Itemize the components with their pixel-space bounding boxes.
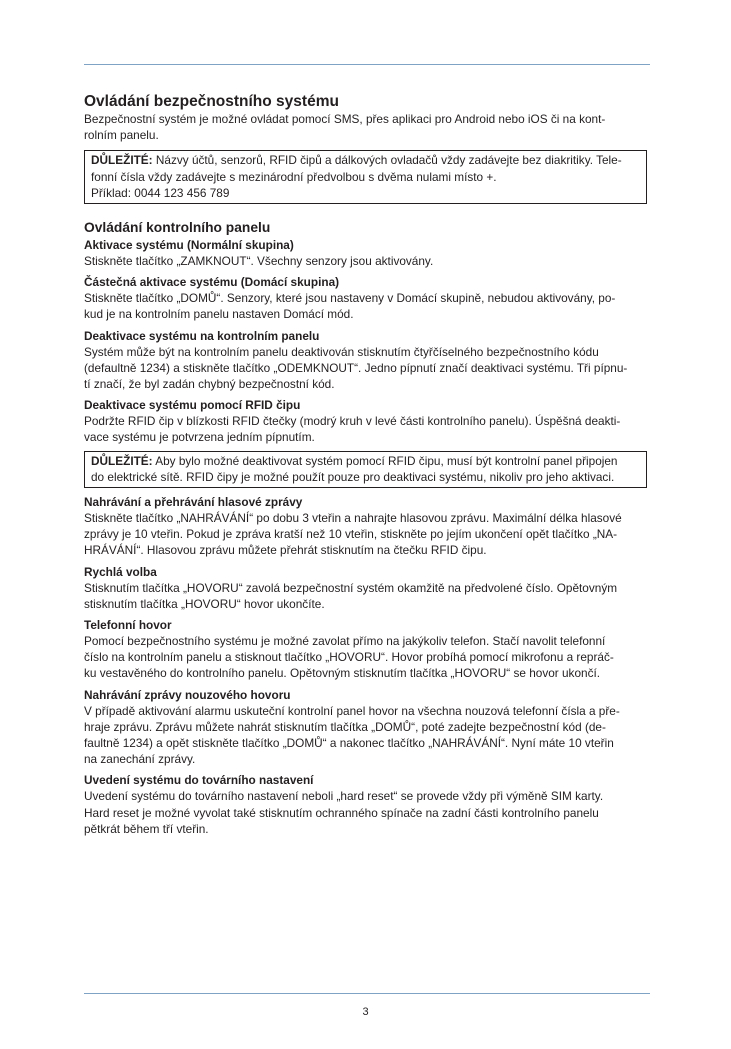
paragraph-line: na zanechání zprávy.	[84, 752, 196, 767]
topic-paragraph	[84, 510, 647, 559]
paragraph-line: stisknutím tlačítka „HOVORU“ hovor ukončíte.	[84, 596, 325, 611]
important-label: DŮLEŽITÉ:	[91, 453, 153, 468]
topic-paragraph	[84, 580, 647, 612]
topic-heading: Uvedení systému do továrního nastavení	[84, 773, 314, 788]
paragraph-line: Stiskněte tlačítko „ZAMKNOUT“. Všechny senzory jsou aktivovány.	[84, 254, 434, 269]
topic-paragraph	[84, 788, 647, 837]
paragraph-line: Podržte RFID čip v blízkosti RFID čtečky (modrý kruh v levé části kontrolního panelu). Úspěšná deakti-	[84, 414, 621, 429]
topic-paragraph	[84, 633, 647, 682]
paragraph-line: Uvedení systému do továrního nastavení neboli „hard reset“ se provede vždy při výměně SIM karty.	[84, 789, 604, 804]
topic-paragraph	[84, 344, 647, 393]
topic-heading: Nahrávání zprávy nouzového hovoru	[84, 687, 291, 702]
paragraph-line: (defaultně 1234) a stiskněte tlačítko „ODEMKNOUT“. Jedno pípnutí značí deaktivaci systému. Tři pípnu-	[84, 360, 628, 375]
topic-paragraph	[84, 290, 647, 322]
important-note-box	[84, 150, 647, 204]
paragraph-line: hraje zprávu. Zprávu můžete nahrát stisknutím tlačítka „DOMŮ“, poté zadejte bezpečnostní kód (de-	[84, 719, 606, 734]
paragraph-line: HRÁVÁNÍ“. Hlasovou zprávu můžete přehrát stisknutím na čtečku RFID čipu.	[84, 543, 487, 558]
paragraph-line: Pomocí bezpečnostního systému je možné zavolat přímo na jakýkoliv telefon. Stačí navolit telefonní	[84, 634, 606, 649]
paragraph-line: Stisknutím tlačítka „HOVORU“ zavolá bezpečnostní systém okamžitě na předvolené číslo. Opětovným	[84, 580, 618, 595]
section-title: Ovládání bezpečnostního systému	[84, 93, 339, 110]
header-rule	[84, 64, 650, 65]
note-text: fonní čísla vždy zadávejte s mezinárodní předvolbou s dvěma nulami místo +.	[91, 169, 497, 184]
paragraph-line: zprávy je 10 vteřin. Pokud je zpráva kratší než 10 vteřin, stiskněte po jejím ukončení opět tlačítko „NA-	[84, 527, 618, 542]
note-text: Aby bylo možné deaktivovat systém pomocí RFID čipu, musí být kontrolní panel připojen	[152, 453, 618, 468]
note-text: Názvy účtů, senzorů, RFID čipů a dálkových ovladačů vždy zadávejte bez diakritiky. Tele-	[152, 153, 622, 168]
note-text: Příklad: 0044 123 456 789	[91, 185, 230, 200]
paragraph-line: Systém může být na kontrolním panelu deaktivován stisknutím čtyřčíselného bezpečnostního kódu	[84, 344, 599, 359]
paragraph-line: Hard reset je možné vyvolat také stisknutím ochranného spínače na zadní části kontrolního panelu	[84, 805, 599, 820]
paragraph-line: pětkrát během tří vteřin.	[84, 821, 209, 836]
page-content	[84, 92, 647, 837]
intro-line: rolním panelu.	[84, 128, 159, 143]
topic-heading: Telefonní hovor	[84, 618, 172, 633]
topic-heading: Částečná aktivace systému (Domácí skupina)	[84, 275, 340, 290]
topic-paragraph	[84, 703, 647, 768]
subsection-title: Ovládání kontrolního panelu	[84, 220, 271, 236]
topic-heading: Aktivace systému (Normální skupina)	[84, 238, 294, 253]
footer-rule	[84, 993, 650, 994]
topic-paragraph	[84, 253, 647, 269]
paragraph-line: kud je na kontrolním panelu nastaven Domácí mód.	[84, 307, 354, 322]
important-note-box	[84, 451, 647, 488]
paragraph-line: Stiskněte tlačítko „DOMŮ“. Senzory, které jsou nastaveny v Domácí skupině, nebudou aktivovány, po-	[84, 291, 616, 306]
important-label: DŮLEŽITÉ:	[91, 153, 153, 168]
page-number: 3	[362, 1006, 369, 1018]
topic-heading: Rychlá volba	[84, 564, 157, 579]
paragraph-line: tí značí, že byl zadán chybný bezpečnostní kód.	[84, 377, 335, 392]
topic-heading: Deaktivace systému pomocí RFID čipu	[84, 398, 301, 413]
paragraph-line: Stiskněte tlačítko „NAHRÁVÁNÍ“ po dobu 3 vteřin a nahrajte hlasovou zprávu. Maximální délka hlasové	[84, 511, 622, 526]
note-text: do elektrické sítě. RFID čipy je možné použít pouze pro deaktivaci systému, nikoliv pro jeho aktivaci.	[91, 469, 615, 484]
paragraph-line: V případě aktivování alarmu uskuteční kontrolní panel hovor na všechna nouzová telefonní čísla a pře-	[84, 703, 620, 718]
paragraph-line: ku vestavěného do kontrolního panelu. Opětovným stisknutím tlačítka „HOVORU“ se hovor ukončí.	[84, 666, 601, 681]
topic-heading: Nahrávání a přehrávání hlasové zprávy	[84, 495, 303, 510]
intro-line: Bezpečnostní systém je možné ovládat pomocí SMS, přes aplikaci pro Android nebo iOS či na kont-	[84, 112, 606, 126]
topic-heading: Deaktivace systému na kontrolním panelu	[84, 328, 320, 343]
intro-paragraph	[84, 111, 647, 143]
paragraph-line: vace systému je potvrzena jedním pípnutím.	[84, 430, 315, 445]
topic-paragraph	[84, 413, 647, 445]
paragraph-line: číslo na kontrolním panelu a stisknout tlačítko „HOVORU“. Hovor probíhá pomocí mikrofonu a repráč-	[84, 650, 614, 665]
paragraph-line: faultně 1234) a opět stiskněte tlačítko „DOMŮ“ a nakonec tlačítko „NAHRÁVÁNÍ“. Nyní máte 10 vteřin	[84, 736, 614, 751]
